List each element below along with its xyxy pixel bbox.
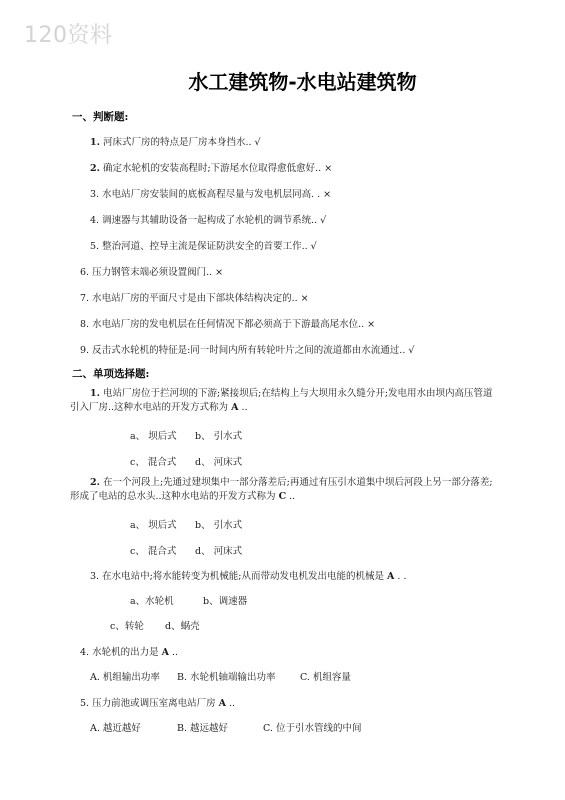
question-tail: ..: [226, 698, 236, 709]
item-number: 2.: [90, 163, 100, 174]
question-number: 1.: [90, 388, 100, 399]
item-text: 压力钢管末端必须设置阀门.. ×: [89, 267, 224, 278]
question-answer: A: [218, 698, 226, 709]
question-answer: C: [278, 491, 287, 502]
option-d: d、 河床式: [195, 457, 243, 468]
item-text: 水电站厂房的平面尺寸是由下部块体结构决定的.. ×: [89, 293, 309, 304]
question-answer: A: [231, 402, 239, 413]
option-b: b、 引水式: [195, 520, 243, 531]
judgement-item: [90, 186, 331, 200]
question-5: [80, 695, 235, 709]
item-text: 调速器与其辅助设备一起构成了水轮机的调节系统.. √: [99, 215, 327, 226]
item-number: 7.: [80, 293, 90, 304]
item-text: 水电站厂房安装间的底板高程尽量与发电机层同高. . ×: [99, 189, 332, 200]
question-number: 4.: [80, 647, 90, 658]
item-text: 水电站厂房的发电机层在任何情况下都必须高于下游最高尾水位.. ×: [89, 319, 376, 330]
option-b: B. 水轮机轴端输出功率: [177, 672, 276, 683]
item-number: 3.: [90, 189, 100, 200]
item-number: 4.: [90, 215, 100, 226]
option-c: C. 机组容量: [300, 672, 351, 683]
option-d: d、 河床式: [195, 546, 243, 557]
question-tail: ..: [169, 647, 179, 658]
question-text: 水轮机的出力是: [89, 647, 162, 658]
item-number: 9.: [80, 345, 90, 356]
item-number: 1.: [90, 137, 100, 148]
judgement-item: [80, 316, 375, 330]
question-text: 在一个河段上;先通过建坝集中一部分落差后;再通过有压引水道集中坝后河段上另一部分落差;形成了电站的总水头..这种水电站的开发方式称为: [70, 477, 493, 502]
question-2: [70, 476, 498, 504]
item-text: 反击式水轮机的特征是:同一时间内所有转轮叶片之间的流道都由水流通过.. √: [89, 345, 415, 356]
question-4: [80, 644, 178, 658]
option-a: a、 坝后式: [130, 520, 177, 531]
item-number: 6.: [80, 267, 90, 278]
item-number: 8.: [80, 319, 90, 330]
question-number: 5.: [80, 698, 90, 709]
option-c: c、 混合式: [130, 546, 177, 557]
question-tail: . .: [394, 571, 407, 582]
question-answer: A: [161, 647, 169, 658]
item-text: 确定水轮机的安装高程时;下游尾水位取得愈低愈好.. ×: [99, 163, 333, 174]
judgement-item: [90, 238, 317, 252]
option-d: d、蜗壳: [165, 621, 200, 632]
judgement-item: [80, 290, 309, 304]
item-text: 河床式厂房的特点是厂房本身挡水.. √: [99, 137, 261, 148]
judgement-item: [80, 264, 223, 278]
watermark: 120资料: [24, 23, 113, 48]
option-a: A. 越近越好: [90, 723, 141, 734]
option-c: c、 混合式: [130, 457, 177, 468]
question-answer: A: [387, 571, 395, 582]
question-1: [70, 387, 498, 415]
option-a: A. 机组输出功率: [90, 672, 160, 683]
section-heading-choice: 二、单项选择题:: [72, 368, 150, 380]
question-text: 压力前池或调压室离电站厂房: [89, 698, 219, 709]
option-b: B. 越远越好: [177, 723, 229, 734]
option-c: C. 位于引水管线的中间: [263, 723, 362, 734]
judgement-item: [90, 160, 332, 174]
question-text: 在水电站中;将水能转变为机械能;从而带动发电机发出电能的机械是: [99, 571, 388, 582]
option-a: a、水轮机: [130, 596, 174, 607]
option-b: b、 引水式: [195, 431, 243, 442]
option-c: c、转轮: [110, 621, 144, 632]
judgement-item: [90, 134, 261, 148]
question-3: [90, 568, 407, 582]
question-tail: ..: [238, 402, 248, 413]
question-number: 2.: [90, 477, 100, 488]
question-text: 电站厂房位于拦河坝的下游;紧接坝后;在结构上与大坝用永久缝分开;发电用水由坝内高压管道引入厂房..这种水电站的开发方式称为: [70, 388, 493, 413]
judgement-item: [80, 342, 414, 356]
option-a: a、 坝后式: [130, 431, 177, 442]
question-tail: ..: [286, 491, 296, 502]
section-heading-judgement: 一、判断题:: [72, 111, 129, 123]
page-title: 水工建筑物-水电站建筑物: [188, 70, 417, 94]
question-number: 3.: [90, 571, 100, 582]
item-text: 整治河道、控导主流是保证防洪安全的首要工作.. √: [99, 241, 317, 252]
item-number: 5.: [90, 241, 100, 252]
judgement-item: [90, 212, 326, 226]
option-b: b、调速器: [203, 596, 248, 607]
